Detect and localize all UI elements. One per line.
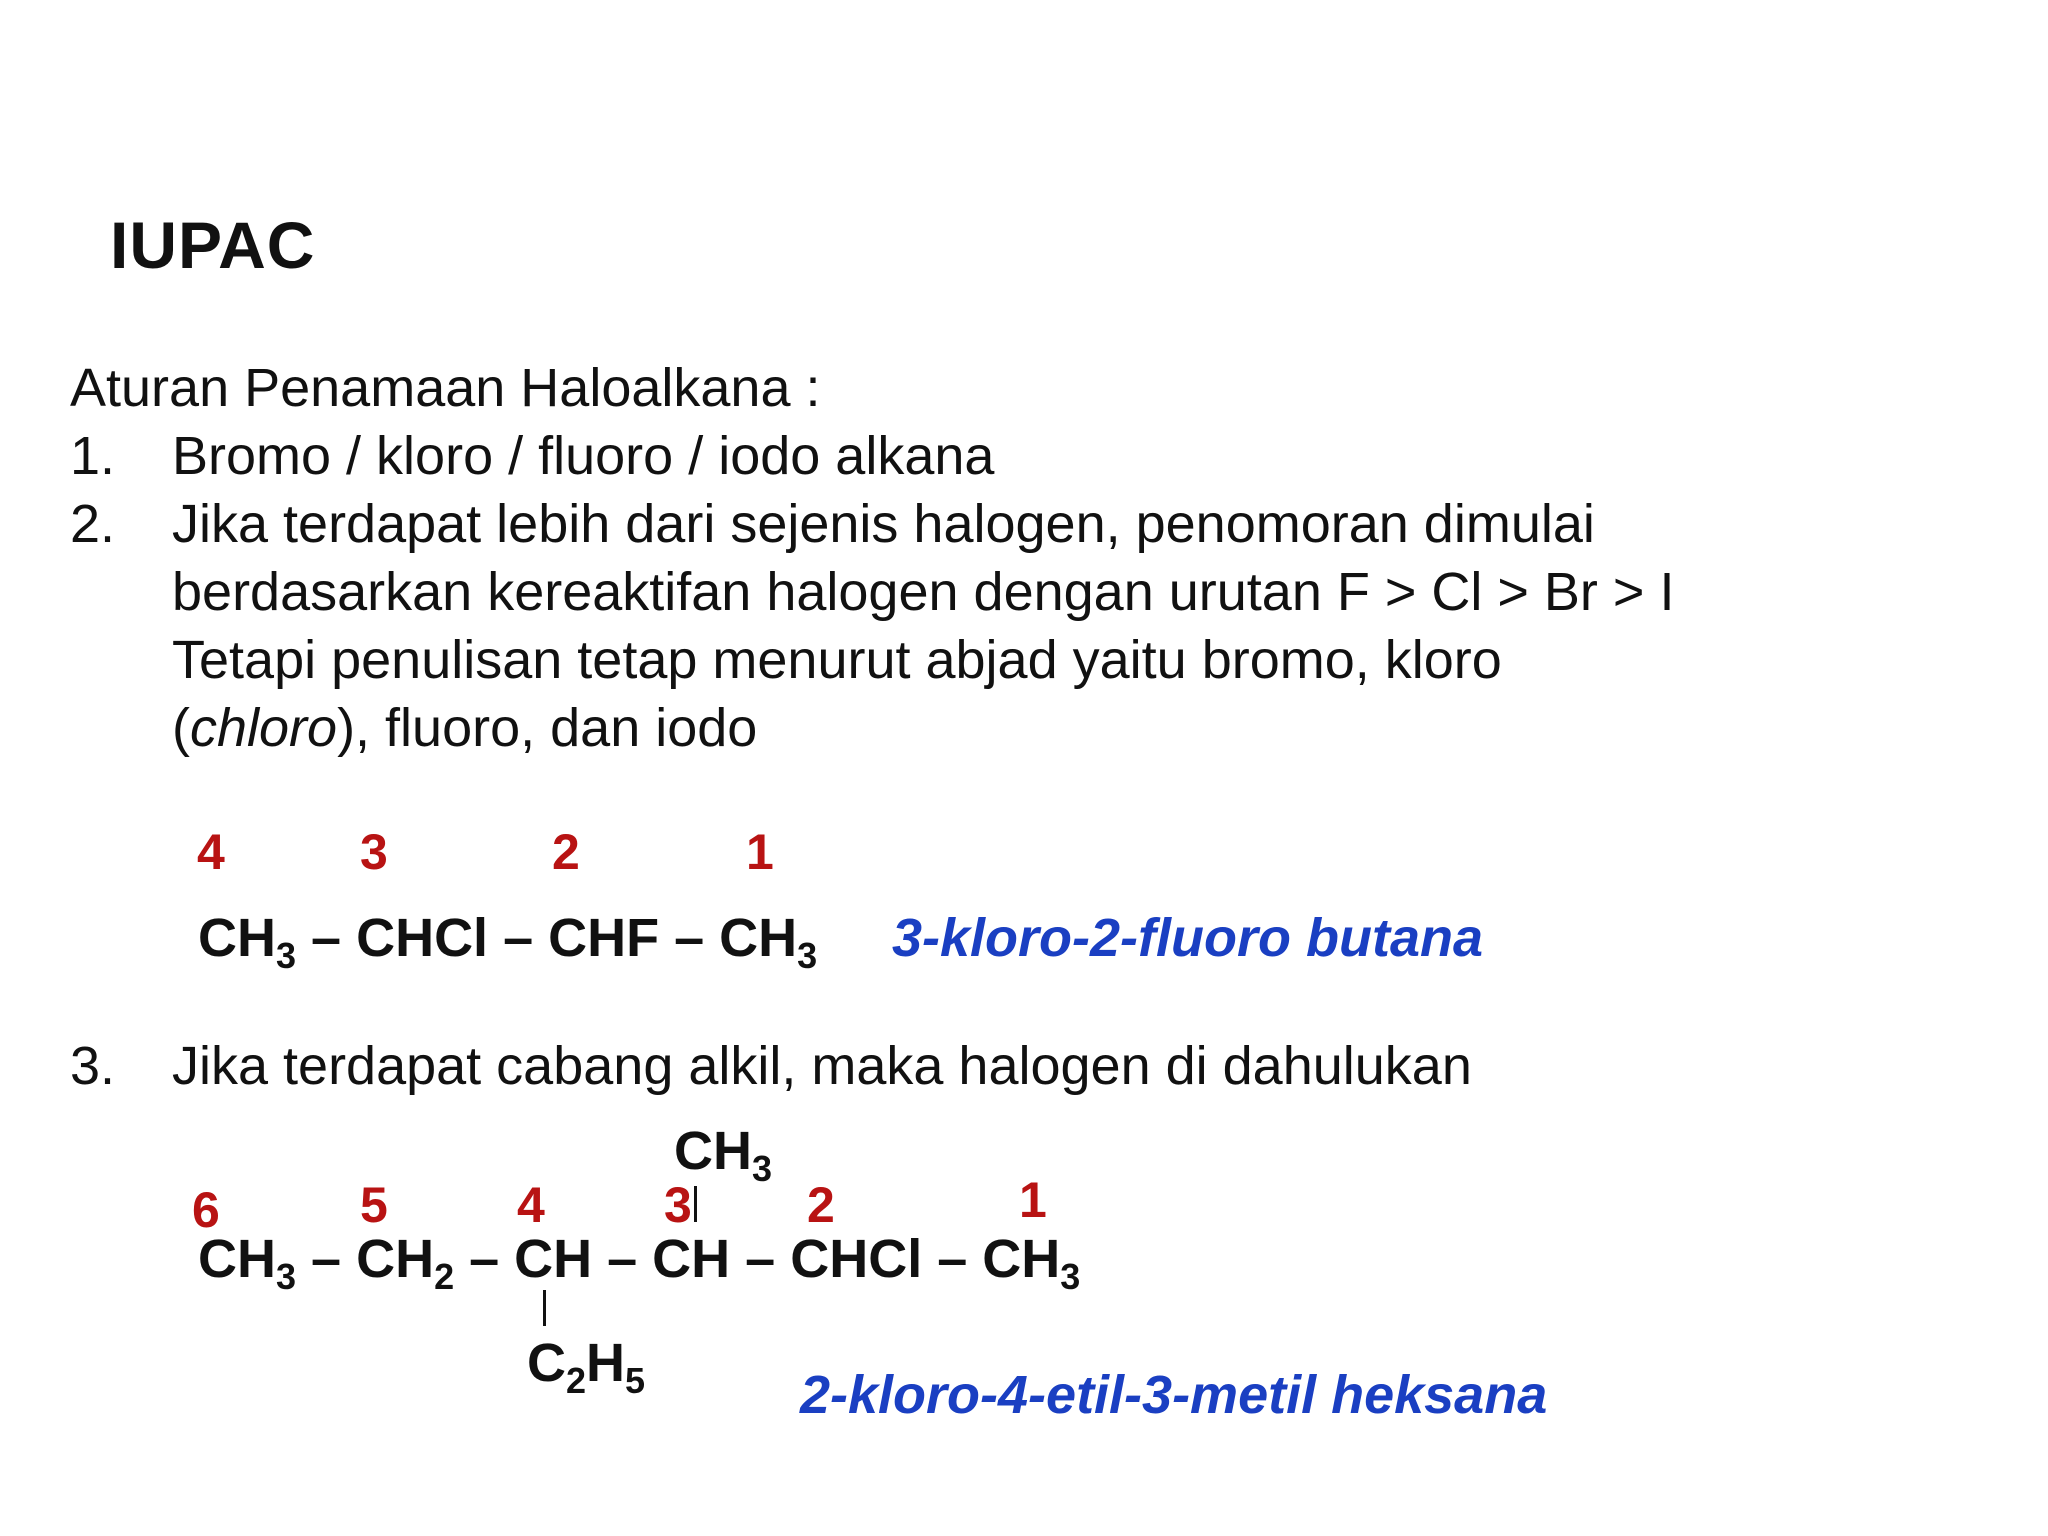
chloro-italic: chloro xyxy=(189,698,338,758)
formula-1-sub: 3 xyxy=(797,935,818,976)
locant-5: 5 xyxy=(360,1177,388,1233)
branch-ethyl xyxy=(527,1330,646,1401)
locant-6: 6 xyxy=(192,1182,220,1238)
rule-2-line-3: Tetapi penulisan tetap menurut abjad yaitu bromo, kloro xyxy=(172,630,1502,690)
branch-methyl-text: CH xyxy=(674,1121,752,1181)
paren-open: ( xyxy=(172,698,190,758)
page-title: IUPAC xyxy=(110,208,316,282)
formula-2-sub: 2 xyxy=(434,1256,455,1297)
locant-1: 1 xyxy=(746,824,774,880)
branch-ethyl-part: H xyxy=(586,1333,626,1393)
compound-name-1: 3-kloro-2-fluoro butana xyxy=(892,908,1483,968)
locant-3: 3 xyxy=(360,824,388,880)
rule-1-marker: 1. xyxy=(70,426,116,486)
formula-1 xyxy=(198,905,818,976)
rule-3-marker: 3. xyxy=(70,1036,116,1096)
branch-ethyl-sub: 2 xyxy=(566,1360,587,1401)
formula-1-part: CH xyxy=(198,908,276,968)
locant-1: 1 xyxy=(1019,1172,1047,1228)
locant-2: 2 xyxy=(552,824,580,880)
rule-2-line-2: berdasarkan kereaktifan halogen dengan urutan F > Cl > Br > I xyxy=(172,562,1675,622)
branch-methyl-sub: 3 xyxy=(752,1148,773,1189)
locant-3: 3 xyxy=(664,1177,692,1233)
line-rest: ), fluoro, dan iodo xyxy=(337,698,758,758)
formula-2-sub: 3 xyxy=(276,1256,297,1297)
rule-2-line-4 xyxy=(172,694,757,762)
rule-1-text: Bromo / kloro / fluoro / iodo alkana xyxy=(172,426,995,486)
rule-2-line-1: Jika terdapat lebih dari sejenis halogen, penomoran dimulai xyxy=(172,494,1595,554)
bond-line-top xyxy=(694,1186,697,1222)
locant-4: 4 xyxy=(197,824,225,880)
branch-ethyl-sub: 5 xyxy=(625,1360,646,1401)
formula-2-sub: 3 xyxy=(1060,1256,1081,1297)
locant-2: 2 xyxy=(807,1177,835,1233)
rule-2-marker: 2. xyxy=(70,494,116,554)
intro-text: Aturan Penamaan Haloalkana : xyxy=(70,358,821,418)
compound-name-2: 2-kloro-4-etil-3-metil heksana xyxy=(800,1365,1548,1425)
formula-1-part: – CHCl – CHF – CH xyxy=(296,908,798,968)
formula-2-part: – CH – CH – CHCl – CH xyxy=(454,1229,1061,1289)
formula-1-sub: 3 xyxy=(276,935,297,976)
locant-4: 4 xyxy=(517,1177,545,1233)
bond-line-bottom xyxy=(543,1290,546,1326)
formula-2-part: – CH xyxy=(296,1229,435,1289)
formula-2 xyxy=(198,1226,1081,1297)
branch-ethyl-part: C xyxy=(527,1333,566,1393)
rule-3-text: Jika terdapat cabang alkil, maka halogen di dahulukan xyxy=(172,1036,1472,1096)
formula-2-part: CH xyxy=(198,1229,276,1289)
